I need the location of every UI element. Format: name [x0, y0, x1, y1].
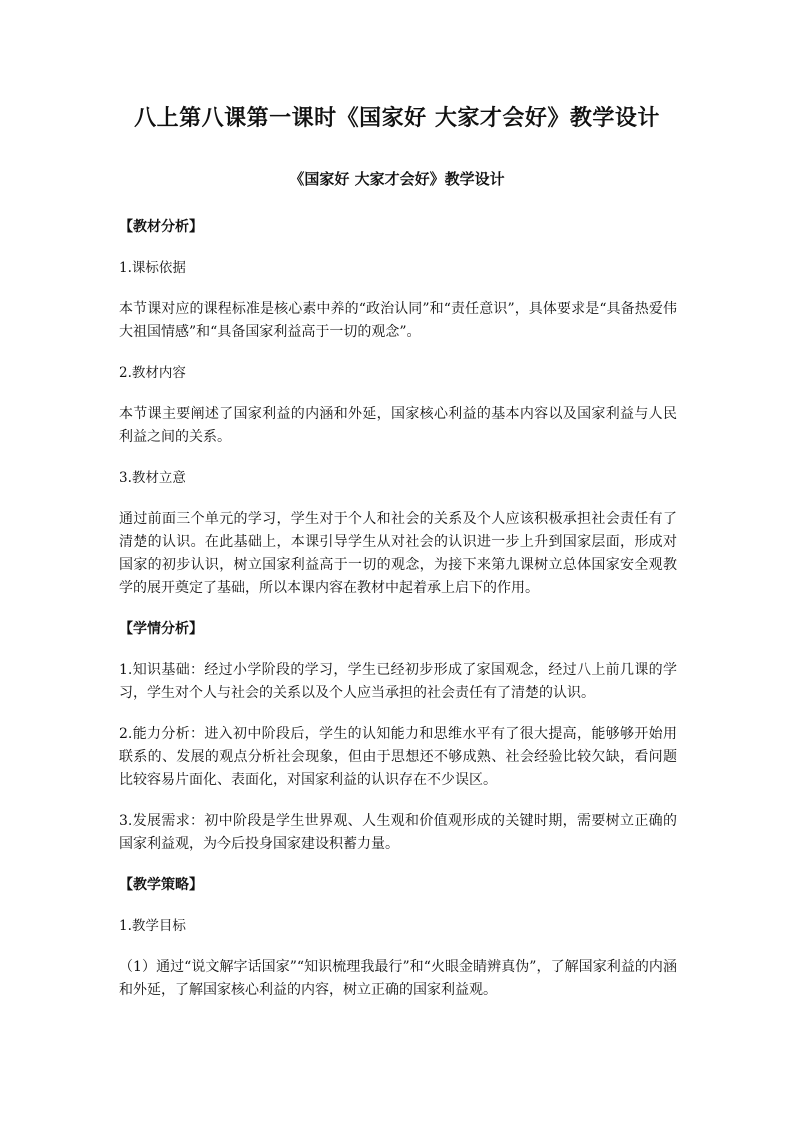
- paragraph-development-needs: 3.发展需求：初中阶段是学生世界观、人生观和价值观形成的关键时期，需要树立正确的国家利益观，为今后投身国家建设积蓄力量。: [119, 813, 677, 852]
- section-heading-learner-analysis: 【学情分析】: [119, 621, 203, 637]
- paragraph-ability-analysis: 2.能力分析：进入初中阶段后，学生的认知能力和思维水平有了很大提高，能够够开始用联系的、发展的观点分析社会现象，但由于思想还不够成熟、社会经验比较欠缺，看问题比较容易片面化、表面化，对国家利益的认识存在不少误区。: [119, 726, 677, 788]
- section-heading-textbook-analysis: 【教材分析】: [119, 219, 203, 235]
- subsection-label-teaching-objectives: 1.教学目标: [119, 918, 186, 934]
- paragraph-teaching-objective-1: （1）通过“说文解字话国家”“知识梳理我最行”和“火眼金睛辨真伪”，了解国家利益的内涵和外延，了解国家核心利益的内容，树立正确的国家利益观。: [119, 959, 677, 998]
- paragraph-knowledge-basis: 1.知识基础：经过小学阶段的学习，学生已经初步形成了家国观念，经过八上前几课的学习，学生对个人与社会的关系以及个人应当承担的社会责任有了清楚的认识。: [119, 662, 677, 701]
- paragraph-curriculum-basis: 本节课对应的课程标准是核心素中养的“政治认同”和“责任意识”，具体要求是“具备热爱伟大祖国情感”和“具备国家利益高于一切的观念”。: [119, 301, 677, 340]
- paragraph-textbook-intent: 通过前面三个单元的学习，学生对于个人和社会的关系及个人应该积极承担社会责任有了清楚的认识。在此基础上，本课引导学生从对社会的认识进一步上升到国家层面，形成对国家的初步认识，树立国家利益高于一切的观念，为接下来第九课树立总体国家安全观教学的展开奠定了基础，所以本课内容在教材中起着承上启下的作用。: [119, 511, 677, 596]
- document-body: [119, 216, 677, 1002]
- subsection-label-curriculum-basis: 1.课标依据: [119, 260, 186, 276]
- document-title: 八上第八课第一课时《国家好 大家才会好》教学设计: [134, 106, 660, 131]
- subsection-label-textbook-content: 2.教材内容: [119, 365, 186, 381]
- document-subtitle: 《国家好 大家才会好》教学设计: [289, 170, 505, 188]
- section-heading-teaching-strategy: 【教学策略】: [119, 877, 203, 893]
- paragraph-textbook-content: 本节课主要阐述了国家利益的内涵和外延，国家核心利益的基本内容以及国家利益与人民利益之间的关系。: [119, 406, 677, 445]
- subsection-label-textbook-intent: 3.教材立意: [119, 470, 186, 486]
